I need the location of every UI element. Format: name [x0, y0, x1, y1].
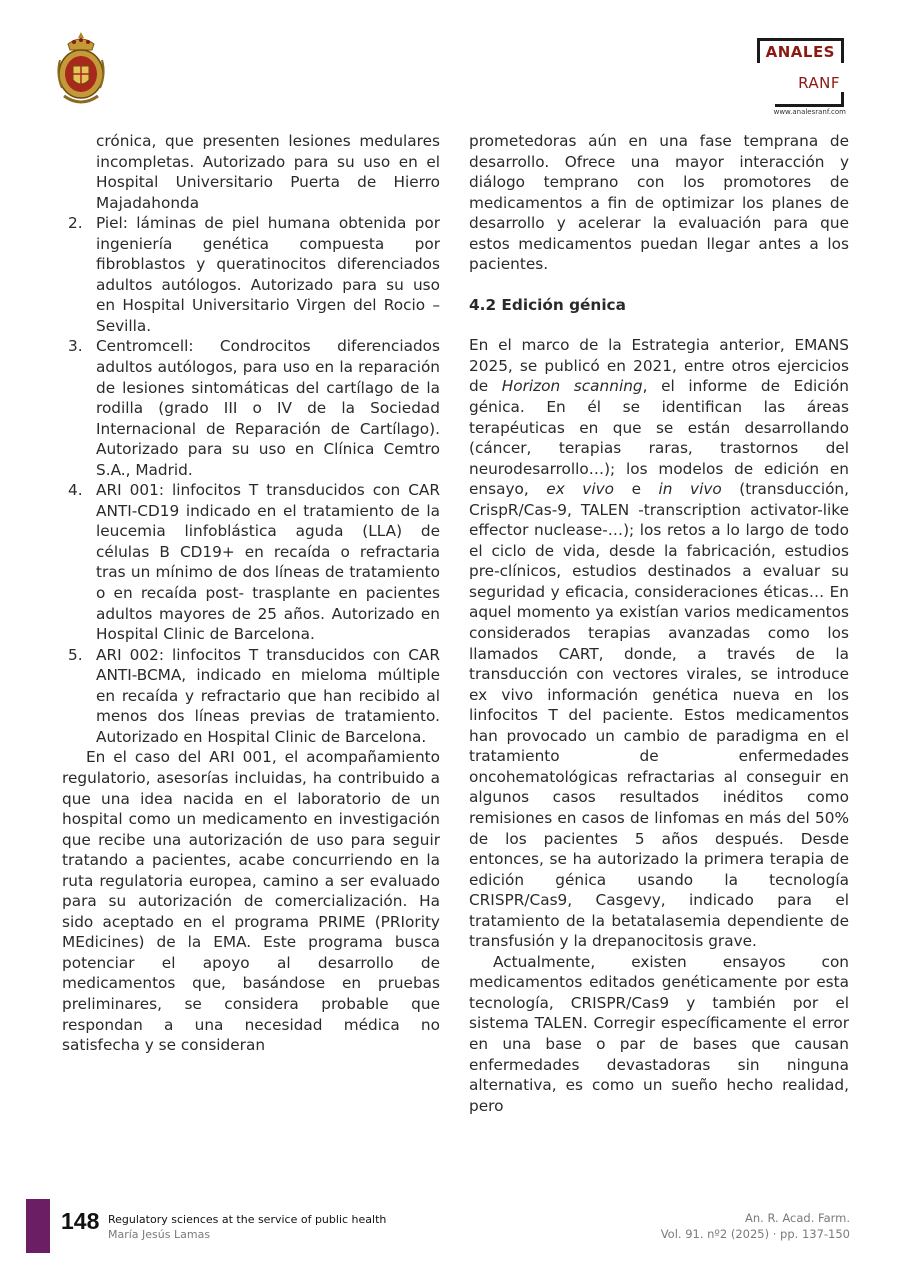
list-item-text: Centromcell: Condrocitos diferenciados adultos autólogos, para uso en la reparación de lesiones sintomáticas del cartílago de la rodilla (grado III o IV de la Sociedad Internacional de Reparación de Cartílago). Autorizado para su uso en Clínica Cemtro S.A., Madrid.: [96, 337, 440, 479]
body-paragraph: En el caso del ARI 001, el acompañamiento regulatorio, asesorías incluidas, ha contribuido a que una idea nacida en el laboratorio de un hospital como un medicamento en investigación que recibe una autorización de uso para seguir tratando a pacientes, acabe concurriendo en la ruta regulatoria europea, camino a ser evaluado para su autorización de comercialización. Ha sido aceptado en el programa PRIME (PRIority MEdicines) de la EMA. Este programa busca potenciar el apoyo al desarrollo de medicamentos que, basándose en pruebas preliminares, se considera probable que respondan a una necesidad médica no satisfecha y se consideran: [62, 748, 440, 1055]
list-item-number: 2.: [68, 214, 83, 233]
page-number: 148: [61, 1208, 100, 1234]
list-item: [62, 480, 440, 644]
paragraph-text: , el informe de Edición génica. En él se identifican las áreas terapéuticas en que se están desarrollando (cáncer, terapias raras, trastornos del neurodesarrollo…); los modelos de edición en ensayo,: [469, 377, 849, 499]
academy-crest-icon: [50, 30, 112, 110]
author-name: María Jesús Lamas: [108, 1228, 211, 1241]
paragraph-text: En el marco de la Estrategia anterior, EMANS 2025, se publicó en 2021, entre otros ejercicios de: [469, 336, 849, 396]
body-paragraph: Actualmente, existen ensayos con medicamentos editados genéticamente por esta tecnología, CRISPR/Cas9 y también por el sistema TALEN. Corregir específicamente el error en una base o par de bases que causan enfermedades devastadoras sin ninguna alternativa, es como un sueño hecho realidad, pero: [469, 952, 849, 1115]
logo-ranf-text: RANF: [798, 74, 840, 92]
italic-term: Horizon scanning: [501, 377, 643, 396]
running-title: Regulatory sciences at the service of public health: [108, 1213, 387, 1226]
list-item-text: ARI 002: linfocitos T transducidos con CAR ANTI-BCMA, indicado en mieloma múltiple en recaída y refractario que han recibido al menos dos líneas previas de tratamiento. Autorizado en Hospital Clinic de Barcelona.: [96, 645, 440, 746]
right-column: [469, 131, 849, 1116]
logo-frame-top: [757, 38, 844, 63]
left-column: [62, 131, 440, 1056]
list-item-text: ARI 001: linfocitos T transducidos con CAR ANTI-CD19 indicado en el tratamiento de la leucemia linfoblástica aguda (LLA) de células B CD19+ en recaída o refractaria tras un mínimo de dos líneas de tratamiento o en recaída post- trasplante en pacientes adultos mayores de 25 años. Autorizado en Hospital Clinic de Barcelona.: [96, 481, 440, 644]
list-item-continuation: crónica, que presenten lesiones medulares incompletas. Autorizado para su uso en el Hospital Universitario Puerta de Hierro Majadahonda: [96, 132, 440, 212]
numbered-list: [62, 213, 440, 747]
paragraph-text: e: [614, 480, 659, 499]
list-item: [62, 336, 440, 480]
body-paragraph: prometedoras aún en una fase temprana de desarrollo. Ofrece una mayor interacción y diálogo temprano con los promotores de medicamentos a fin de optimizar los planes de desarrollo y acelerar la evaluación para que estos medicamentos puedan llegar antes a los pacientes.: [469, 132, 849, 274]
list-item: [62, 213, 440, 336]
list-item-number: 4.: [68, 481, 83, 500]
logo-frame-bottom: [775, 92, 844, 107]
journal-volume: Vol. 91. nº2 (2025) · pp. 137-150: [660, 1227, 850, 1241]
logo-anales-text: ANALES: [765, 43, 835, 61]
list-item-text: Piel: láminas de piel humana obtenida por ingeniería genética compuesta por fibroblastos y queratinocitos diferenciados adultos autólogos. Autorizado para su uso en Hospital Universitario Virgen del Rocio – Sevilla.: [96, 214, 440, 335]
paragraph-text: (transducción, CrispR/Cas-9, TALEN -transcription activator-like effector nuclease-…); los retos a lo largo de todo el ciclo de vida, desde la fabricación, estudios pre-clínicos, estudios destinados a evaluar su seguridad y eficacia, consideraciones éticas… En aquel momento ya existían varios medicamentos considerados terapias avanzadas como los llamados CART, donde, a través de la transducción con vectores virales, se introduce ex vivo información genética nueva en los linfocitos T del paciente. Estos medicamentos han provocado un cambio de paradigma en el tratamiento de enfermedades oncohematológicas refractarias al conseguir en algunos casos resultados inéditos como remisiones en casos de linfomas en más del 50% de los pacientes 5 años después. Desde entonces, se ha autorizado la primera terapia de edición génica usando la tecnología CRISPR/Cas9, Casgevy, indicado para el tratamiento de la betatalasemia dependiente de transfusión y la drepanocitosis grave.: [469, 480, 849, 951]
body-paragraph: [469, 335, 849, 951]
logo-url: www.analesranf.com: [773, 108, 846, 116]
section-heading: 4.2 Edición génica: [469, 295, 626, 314]
list-item-number: 3.: [68, 337, 83, 356]
list-item: [62, 645, 440, 748]
footer-accent-bar: [26, 1199, 50, 1253]
italic-term: ex vivo: [546, 480, 615, 499]
italic-term: in vivo: [658, 480, 722, 499]
anales-ranf-logo: [740, 38, 852, 122]
journal-name: An. R. Acad. Farm.: [745, 1211, 850, 1225]
list-item-number: 5.: [68, 645, 83, 664]
